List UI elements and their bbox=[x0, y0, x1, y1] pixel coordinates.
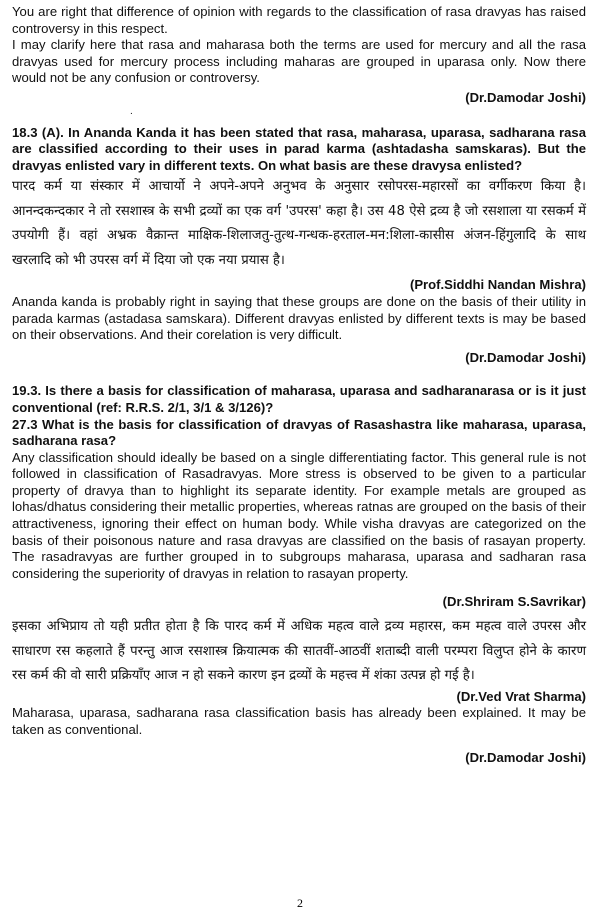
attribution-ved-vrat-sharma: (Dr.Ved Vrat Sharma) bbox=[456, 688, 586, 704]
attribution-damodar-joshi-1: (Dr.Damodar Joshi) bbox=[465, 89, 586, 105]
attribution-damodar-joshi-3: (Dr.Damodar Joshi) bbox=[465, 750, 586, 766]
stray-mark: . bbox=[130, 105, 133, 117]
paragraph-clarification: I may clarify here that rasa and maharasa both the terms are used for mercury and all the rasa dravyas used for mercury process including maharas are grouped in uparasa only. Now there would not be any confusion or controversy. bbox=[12, 37, 586, 86]
attribution-damodar-joshi-2: (Dr.Damodar Joshi) bbox=[465, 349, 586, 365]
hindi-answer-sharma: इसका अभिप्राय तो यही प्रतीत होता है कि पारद कर्म में अधिक महत्व वाले द्रव्य महारस, कम महत्व वाले उपरस और साधारण रस कहलाते हैं परन्तु आज रसशास्त्र क्रियात्मक की सातवीं-आठवीं शताब्दी वाली परम्परा विलुप्त होने के कारण रस कर्म की वो सारी प्रक्रियाँए आज न हो सकने कारण इन द्रव्यों के महत्त्व में शंका उत्पन्न हो गई है। bbox=[12, 619, 586, 684]
attribution-siddhi-nandan-mishra: (Prof.Siddhi Nandan Mishra) bbox=[409, 277, 586, 293]
question-19-3: 19.3. Is there a basis for classification of maharasa, uparasa and sadharanarasa or is it just conventional (ref: R.R.S. 2/1, 3/1 & 3/126)? bbox=[12, 383, 586, 415]
hindi-answer-mishra: पारद कर्म या संस्कार में आचार्यो ने अपने-अपने अनुभव के अनुसार रसोपरस-महारसों का वर्गीकरण किया है। आनन्दकन्दकार ने तो रसशास्त्र के सभी द्रव्यों का एक वर्ग 'उपरस' कहा है। उस 48 ऐसे द्रव्य है जो रसशाला या रसकर्म में उपयोगी हैं। वहां अभ्रक वैक्रान्त माक्षिक-शिलाजतु-तुत्थ-गन्धक-हरताल-मन:शिला-कासीस अंजन-हिंगुलादि के साथ खरलादि को भी उपरस वर्ग में दिया जो एक नया प्रयास है। bbox=[12, 179, 586, 268]
question-27-3: 27.3 What is the basis for classification of dravyas of Rasashastra like maharasa, uparasa, sadharana rasa? bbox=[12, 416, 586, 449]
page-number: 2 bbox=[297, 896, 303, 910]
paragraph-conventional: Maharasa, uparasa, sadharana rasa classification basis has already been explained. It may be taken as conventional. bbox=[12, 705, 586, 737]
attribution-shriram-savrikar: (Dr.Shriram S.Savrikar) bbox=[442, 594, 586, 610]
paragraph-intro: You are right that difference of opinion with regards to the classification of rasa dravyas has raised controversy in this respect. bbox=[12, 4, 586, 36]
paragraph-classification-basis: Any classification should ideally be based on a single differentiating factor. This general rule is not followed in classification of Rasadravyas. More stress is observed to be given to a particular property of dravya than to highlight its separate identity. For example metals are grouped as lohas/dhatus considering their metallic properties, whereas ratnas are grouped on the basis of their attractiveness, ignoring their effect on human body. While visha dravyas are categorized on the basis of their poisonous nature and rasa dravyas are classified on the basis of rasayan property. The rasadravyas are further grouped in to subgroups maharasa, uparasa and sadharan rasa considering the superiority of dravyas in relation to rasayan property. bbox=[12, 449, 586, 581]
paragraph-ananda-kanda: Ananda kanda is probably right in saying that these groups are done on the basis of their utility in parada karmas (astadasa samskara). Different dravyas enlisted by different texts is may be based on their observations. And their corelation is very difficult. bbox=[12, 293, 586, 343]
question-18-3-a: 18.3 (A). In Ananda Kanda it has been stated that rasa, maharasa, uparasa, sadharana rasa are classified according to their uses in parad karma (ashtadasha samskaras). But the dravyas enlisted vary in different texts. On what basis are these dravysa enlisted? bbox=[12, 124, 586, 173]
